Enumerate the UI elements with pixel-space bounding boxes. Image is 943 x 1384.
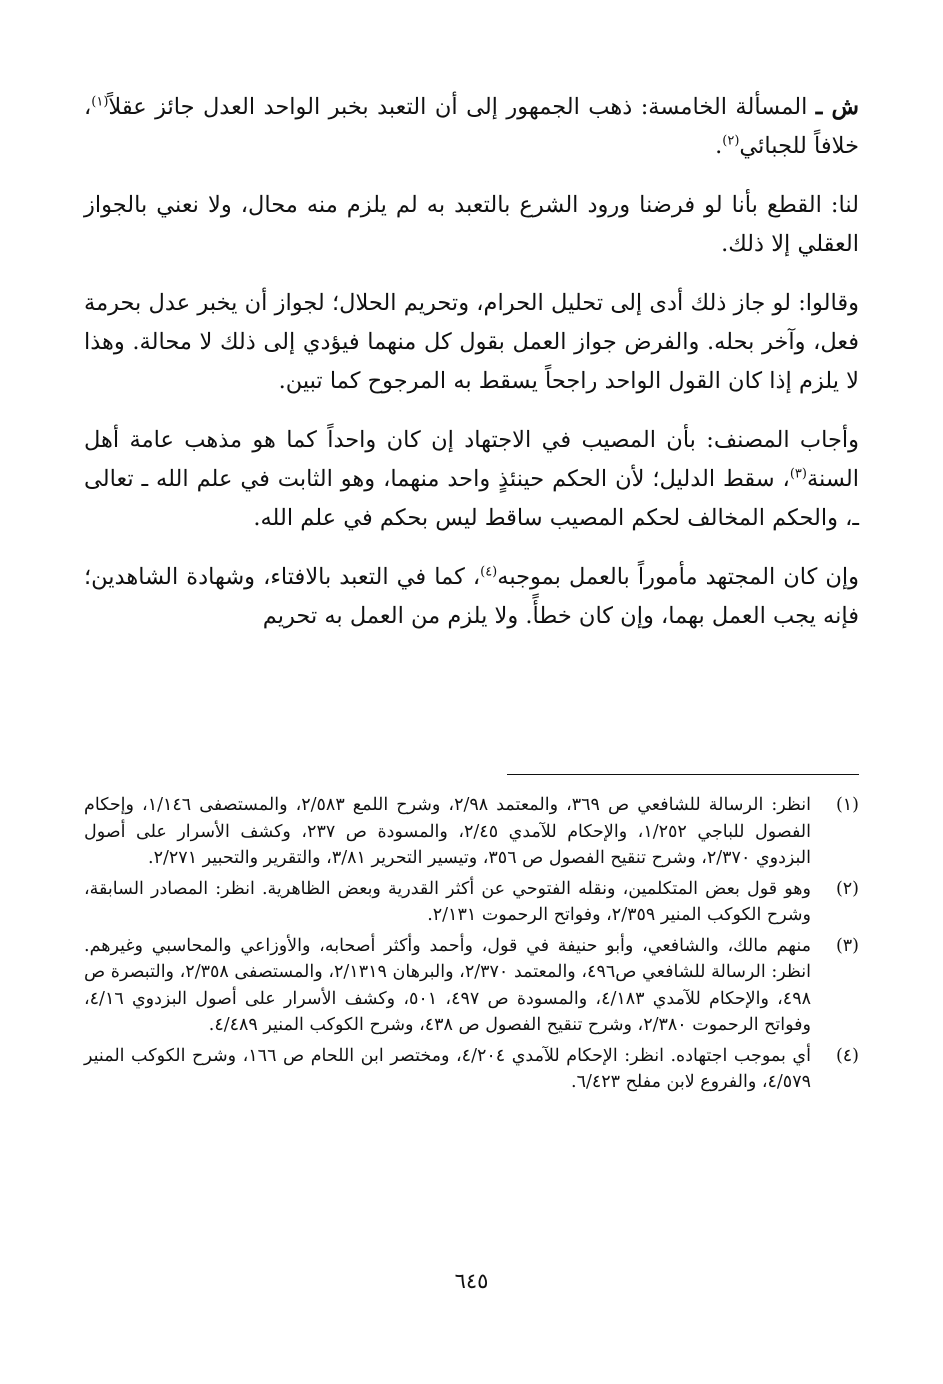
paragraph-text: ، كما في التعبد بالافتاء، وشهادة الشاهدين؛ فإنه يجب العمل بهما، وإن كان خطأً. ولا يلزم من العمل به تحريم [84,564,859,629]
paragraph-text: المسألة الخامسة: ذهب الجمهور إلى أن التعبد بخبر الواحد العدل جائز عقلاً [108,94,816,120]
footnote-number: (١) [835,795,859,815]
footnote [84,876,859,929]
paragraph-text: ، سقط الدليل؛ لأن الحكم حينئذٍ واحد منهما، وهو الثابت في علم الله ـ تعالى ـ، والحكم المخالف لحكم المصيب ساقط ليس بحكم في علم الله. [84,466,859,531]
footnotes [84,792,859,1100]
footnote-separator [507,774,859,775]
paragraph-issue-five [84,88,859,166]
paragraph-argument: لنا: القطع بأنا لو فرضنا ورود الشرع بالتعبد به لم يلزم منه محال، ولا نعني بالجواز العقلي إلا ذلك. [84,192,859,257]
paragraph-objection: وقالوا: لو جاز ذلك أدى إلى تحليل الحرام، وتحريم الحلال؛ لجواز أن يخبر عدل بحرمة فعل، وآخر بحله. والفرض جواز العمل بقول كل منهما فيؤدي إلى ذلك لا محالة. وهذا لا يلزم إذا كان القول الواحد راجحاً يسقط به المرجوح كما تبين. [84,290,859,394]
commentary-marker: ش ـ [815,94,859,120]
footnote-ref-4: (٤) [480,564,498,580]
paragraph-text: وإن كان المجتهد مأموراً بالعمل بموجبه [497,564,859,590]
footnote-number: (٢) [835,878,859,899]
footnote-text: وهو قول بعض المتكلمين، ونقله الفتوحي عن أكثر القدرية وبعض الظاهرية. انظر: المصادر السابقة، وشرح الكوكب المنير ٢/٣٥٩، وفواتح الرحموت ٢/١٣١. [84,878,811,925]
footnote-number: (٣) [835,935,859,956]
footnote-text: منهم مالك، والشافعي، وأبو حنيفة في قول، وأحمد وأكثر أصحابه، والأوزاعي والمحاسبي وغيرهم. انظر: الرسالة للشافعي ص٤٩٦، والمعتمد ٢/٣٧٠، والبرهان ٢/١٣١٩، والمستصفى ٢/٣٥٨، والتبصرة ص ٤٩٨، والإحكام للآمدي ٤/١٨٣، والمسودة ص ٤٩٧، ٥٠١، وكشف الأسرار على أصول البزدوي ٤/١٦، وفواتح الرحموت ٢/٣٨٠، وشرح تنقيح الفصول ص ٤٣٨، وشرح الكوكب المنير ٤/٤٨٩. [84,935,811,1035]
footnote-number: (٤) [835,1045,859,1066]
footnote [84,792,859,872]
footnote [84,1043,859,1096]
footnote-text: انظر: الرسالة للشافعي ص ٣٦٩، والمعتمد ٢/٩٨، وشرح اللمع ٢/٥٨٣، والمستصفى ١/١٤٦، وإحكام الفصول للباجي ١/٢٥٢، والإحكام للآمدي ٢/٤٥، والمسودة ص ٢٣٧، وكشف الأسرار على أصول البزدوي ٢/٣٧٠، وشرح تنقيح الفصول ص ٣٥٦، وتيسير التحرير ٣/٨١، والتقرير والتحبير ٢/٢٧١. [84,795,812,868]
paragraph-text: ، خلافاً للجبائي [84,94,859,159]
footnote [84,933,859,1039]
footnote-ref-1: (١) [91,94,109,110]
footnote-ref-2: (٢) [722,133,740,149]
paragraph-response [84,421,859,538]
paragraph-continuation [84,558,859,636]
paragraph-text: . [715,133,723,159]
page-number: ٦٤٥ [454,1269,489,1293]
paragraph-text: وأجاب المصنف: بأن المصيب في الاجتهاد إن كان واحداً كما هو مذهب عامة أهل السنة [84,427,859,492]
book-page [84,0,859,1384]
main-text [84,88,859,656]
footnote-ref-3: (٣) [789,466,807,482]
footnote-text: أي بموجب اجتهاده. انظر: الإحكام للآمدي ٤/٢٠٤، ومختصر ابن اللحام ص ١٦٦، وشرح الكوكب المنير ٤/٥٧٩، والفروع لابن مفلح ٦/٤٢٣. [84,1045,811,1092]
